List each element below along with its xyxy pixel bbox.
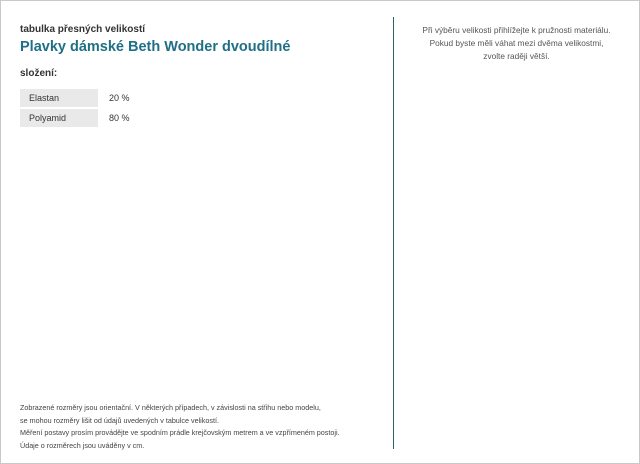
- advice-line: zvolte raději větší.: [483, 51, 550, 61]
- composition-table: [20, 87, 130, 129]
- composition-label: složení:: [20, 68, 58, 79]
- advice-line: Při výběru velikosti přihlížejte k pružnosti materiálu.: [422, 25, 611, 35]
- material-percent: 80 %: [98, 109, 130, 127]
- composition-row: [20, 89, 130, 107]
- composition-row: [20, 109, 130, 127]
- size-info-panel: [20, 1, 380, 463]
- advice-line: Pokud byste měli váhat mezi dvěma velikostmi,: [429, 38, 604, 48]
- note-line: Měření postavy prosím provádějte ve spodním prádle krejčovským metrem a ve vzpřímeném postoji.: [20, 428, 340, 437]
- note-line: Zobrazené rozměry jsou orientační. V některých případech, v závislosti na střihu nebo modelu,: [20, 403, 321, 412]
- note-line: Údaje o rozměrech jsou uváděny v cm.: [20, 440, 145, 450]
- vertical-divider: [393, 17, 394, 449]
- material-name: Polyamid: [20, 109, 98, 127]
- material-percent: 20 %: [98, 89, 130, 107]
- measurement-notes: [20, 402, 340, 452]
- material-name: Elastan: [20, 89, 98, 107]
- note-line: se mohou rozměry lišit od údajů uvedených v tabulce velikostí.: [20, 415, 219, 425]
- size-advice-panel: [394, 24, 639, 63]
- size-table-subtitle: tabulka přesných velikostí: [20, 24, 146, 35]
- product-title: Plavky dámské Beth Wonder dvoudílné: [20, 39, 291, 55]
